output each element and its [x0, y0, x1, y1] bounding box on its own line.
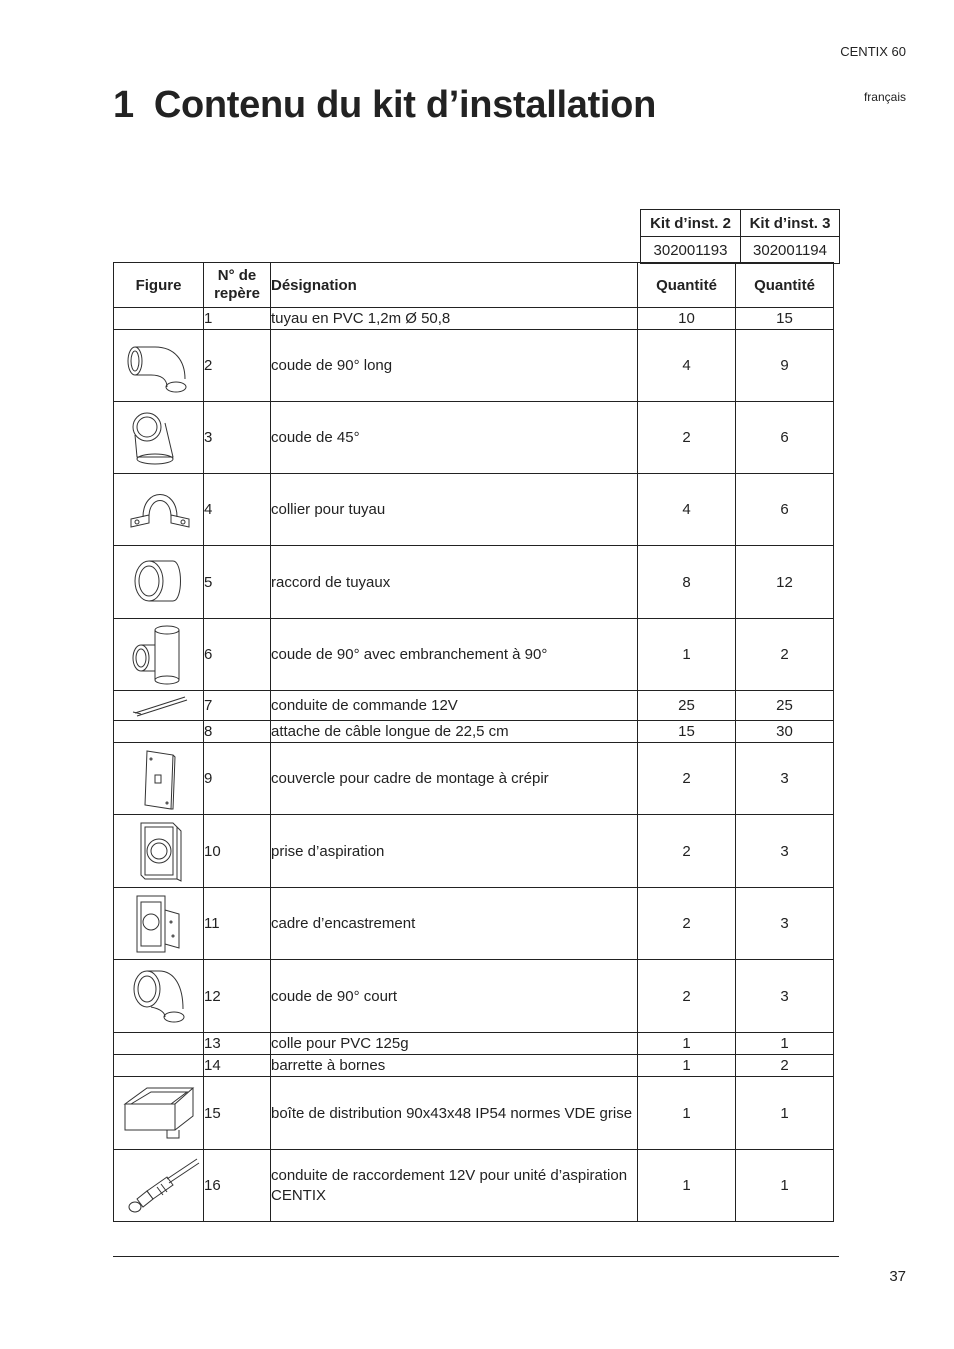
figure-cell: [114, 1077, 204, 1150]
qty-kit3: 3: [736, 743, 834, 815]
part-designation: prise d’aspiration: [271, 815, 638, 888]
qty-kit3: 15: [736, 308, 834, 330]
table-row: [114, 402, 834, 474]
part-number: 12: [204, 960, 271, 1033]
pipe-coupling-icon: [121, 551, 197, 613]
header-qty-kit2: Quantité: [638, 263, 736, 308]
elbow-90-short-icon: [121, 965, 197, 1027]
part-number: 13: [204, 1033, 271, 1055]
table-row: [114, 1077, 834, 1150]
qty-kit2: 1: [638, 619, 736, 691]
table-row: [114, 1150, 834, 1222]
page-number: 37: [889, 1268, 906, 1285]
qty-kit3: 6: [736, 402, 834, 474]
part-number: 2: [204, 330, 271, 402]
qty-kit2: 4: [638, 330, 736, 402]
table-row: [114, 960, 834, 1033]
qty-kit2: 2: [638, 815, 736, 888]
part-designation: boîte de distribution 90x43x48 IP54 normes VDE grise: [271, 1077, 638, 1150]
qty-kit2: 2: [638, 960, 736, 1033]
qty-kit2: 8: [638, 546, 736, 619]
part-designation: cadre d’encastrement: [271, 888, 638, 960]
table-row: [114, 1055, 834, 1077]
part-designation: colle pour PVC 125g: [271, 1033, 638, 1055]
part-number: 7: [204, 691, 271, 721]
qty-kit2: 1: [638, 1077, 736, 1150]
qty-kit3: 6: [736, 474, 834, 546]
control-wire-icon: [121, 693, 197, 719]
qty-kit2: 2: [638, 888, 736, 960]
part-number: 9: [204, 743, 271, 815]
part-number: 16: [204, 1150, 271, 1222]
figure-cell: [114, 721, 204, 743]
qty-kit3: 1: [736, 1033, 834, 1055]
qty-kit3: 3: [736, 815, 834, 888]
header-designation: Désignation: [271, 263, 638, 308]
table-row: [114, 888, 834, 960]
table-row: [114, 546, 834, 619]
qty-kit3: 30: [736, 721, 834, 743]
elbow-90-long-icon: [121, 335, 197, 397]
part-designation: conduite de commande 12V: [271, 691, 638, 721]
part-number: 3: [204, 402, 271, 474]
part-designation: conduite de raccordement 12V pour unité d’aspiration CENTIX: [271, 1150, 638, 1222]
section-number: 1: [113, 84, 134, 126]
part-number: 10: [204, 815, 271, 888]
part-number: 14: [204, 1055, 271, 1077]
figure-cell: [114, 960, 204, 1033]
figure-cell: [114, 1033, 204, 1055]
part-number: 11: [204, 888, 271, 960]
part-number: 6: [204, 619, 271, 691]
tee-branch-icon: [121, 622, 197, 688]
kit-3-name: Kit d’inst. 3: [741, 210, 840, 237]
figure-cell: [114, 1055, 204, 1077]
brand-label: CENTIX 60: [840, 44, 906, 59]
part-number: 1: [204, 308, 271, 330]
qty-kit3: 9: [736, 330, 834, 402]
qty-kit2: 25: [638, 691, 736, 721]
qty-kit3: 25: [736, 691, 834, 721]
qty-kit2: 1: [638, 1150, 736, 1222]
part-designation: attache de câble longue de 22,5 cm: [271, 721, 638, 743]
part-designation: coude de 45°: [271, 402, 638, 474]
header-num: N° de repère: [204, 263, 271, 308]
mounting-frame-icon: [121, 892, 197, 956]
figure-cell: [114, 330, 204, 402]
cover-plate-icon: [121, 747, 197, 811]
qty-kit2: 1: [638, 1033, 736, 1055]
part-number: 4: [204, 474, 271, 546]
figure-cell: [114, 743, 204, 815]
qty-kit2: 2: [638, 743, 736, 815]
figure-cell: [114, 1150, 204, 1222]
kit-2-ref: 302001193: [641, 237, 741, 264]
pipe-clamp-icon: [121, 479, 197, 541]
table-row: [114, 815, 834, 888]
section-title: Contenu du kit d’installation: [153, 84, 657, 126]
footer-rule: [113, 1256, 839, 1257]
header-qty-kit3: Quantité: [736, 263, 834, 308]
qty-kit2: 10: [638, 308, 736, 330]
part-number: 5: [204, 546, 271, 619]
kit-3-ref: 302001194: [741, 237, 840, 264]
part-designation: coude de 90° avec embranchement à 90°: [271, 619, 638, 691]
table-row: [114, 721, 834, 743]
kit-2-name: Kit d’inst. 2: [641, 210, 741, 237]
part-number: 8: [204, 721, 271, 743]
qty-kit3: 2: [736, 619, 834, 691]
figure-cell: [114, 546, 204, 619]
figure-cell: [114, 474, 204, 546]
language-label: français: [863, 90, 906, 104]
part-designation: raccord de tuyaux: [271, 546, 638, 619]
part-designation: collier pour tuyau: [271, 474, 638, 546]
qty-kit3: 2: [736, 1055, 834, 1077]
table-row: [114, 743, 834, 815]
part-designation: couvercle pour cadre de montage à crépir: [271, 743, 638, 815]
figure-cell: [114, 815, 204, 888]
qty-kit3: 3: [736, 888, 834, 960]
figure-cell: [114, 402, 204, 474]
qty-kit2: 2: [638, 402, 736, 474]
qty-kit3: 12: [736, 546, 834, 619]
qty-kit3: 1: [736, 1077, 834, 1150]
qty-kit3: 1: [736, 1150, 834, 1222]
part-number: 15: [204, 1077, 271, 1150]
part-designation: tuyau en PVC 1,2m Ø 50,8: [271, 308, 638, 330]
figure-cell: [114, 619, 204, 691]
part-designation: coude de 90° court: [271, 960, 638, 1033]
junction-box-icon: [117, 1080, 201, 1146]
header-figure: Figure: [114, 263, 204, 308]
part-designation: barrette à bornes: [271, 1055, 638, 1077]
connection-cable-icon: [117, 1153, 201, 1219]
figure-cell: [114, 308, 204, 330]
table-row: [114, 619, 834, 691]
table-row: [114, 691, 834, 721]
qty-kit2: 1: [638, 1055, 736, 1077]
qty-kit3: 3: [736, 960, 834, 1033]
figure-cell: [114, 691, 204, 721]
qty-kit2: 15: [638, 721, 736, 743]
qty-kit2: 4: [638, 474, 736, 546]
figure-cell: [114, 888, 204, 960]
table-row: [114, 1033, 834, 1055]
table-header-row: [114, 263, 834, 308]
part-designation: coude de 90° long: [271, 330, 638, 402]
table-row: [114, 330, 834, 402]
parts-table: [113, 262, 834, 1222]
table-row: [114, 308, 834, 330]
page-title: [113, 84, 656, 127]
kit-header-table: [640, 209, 840, 264]
table-row: [114, 474, 834, 546]
elbow-45-icon: [121, 407, 197, 469]
suction-inlet-icon: [121, 819, 197, 883]
